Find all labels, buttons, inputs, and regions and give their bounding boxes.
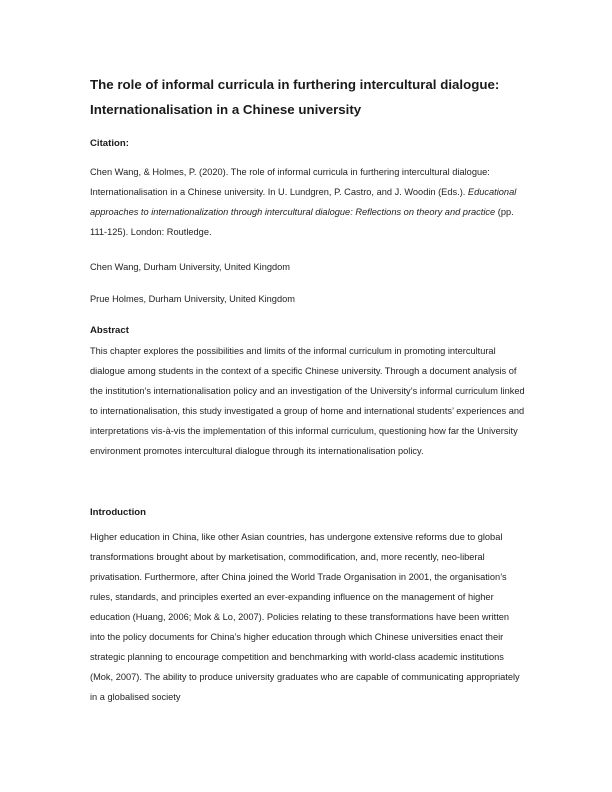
paper-title-line: The role of informal curricula in furthering intercultural dialogue: [90,77,500,92]
abstract-text: This chapter explores the possibilities and limits of the informal curriculum in promoting intercultural dialogue among students in the context of a specific Chinese university. Through a document analysis of the institution’s internationalisation policy and an investigation of the University’s informal curriculum linked to internationalisation, this study investigated a group of home and international students’ experiences and interpretations vis-à-vis the implementation of this informal curriculum, questioning how far the University environment promotes intercultural dialogue through its internationalisation policy. [90,346,525,456]
citation-part: Chen Wang, & Holmes, P. (2020). The role of informal curricula in furthering intercultural dialogue: Internationalisation in a Chinese university. In U. Lundgren, P. Castro, and J. Woodin (Eds.). [90,167,490,197]
citation-text [90,162,525,242]
paper-title-line: Internationalisation in a Chinese university [90,102,362,117]
author-affiliation: Chen Wang, Durham University, United Kingdom [90,262,290,272]
abstract-heading: Abstract [90,325,129,336]
author-affiliation: Prue Holmes, Durham University, United Kingdom [90,294,295,304]
introduction-text: Higher education in China, like other Asian countries, has undergone extensive reforms due to global transformations brought about by marketisation, commodification, and, more recently, neo-liberal privatisation. Furthermore, after China joined the World Trade Organisation in 2001, the organisation’s rules, standards, and principles exerted an ever-expanding influence on the management of higher education (Huang, 2006; Mok & Lo, 2007). Policies relating to these transformations have been written into the policy documents for China’s higher education through which Chinese universities enact their strategic planning to encourage competition and benchmarking with world-class academic institutions (Mok, 2007). The ability to produce university graduates who are capable of communicating appropriately in a globalised society [90,532,520,702]
citation-book-title: Educational approaches to internationalization through intercultural dialogue: Reflections on theory and practice [90,187,517,217]
introduction-heading: Introduction [90,507,146,518]
citation-heading: Citation: [90,138,129,149]
citation-part: (pp. 111-125). London: Routledge. [90,207,514,237]
paper-title [90,72,530,122]
